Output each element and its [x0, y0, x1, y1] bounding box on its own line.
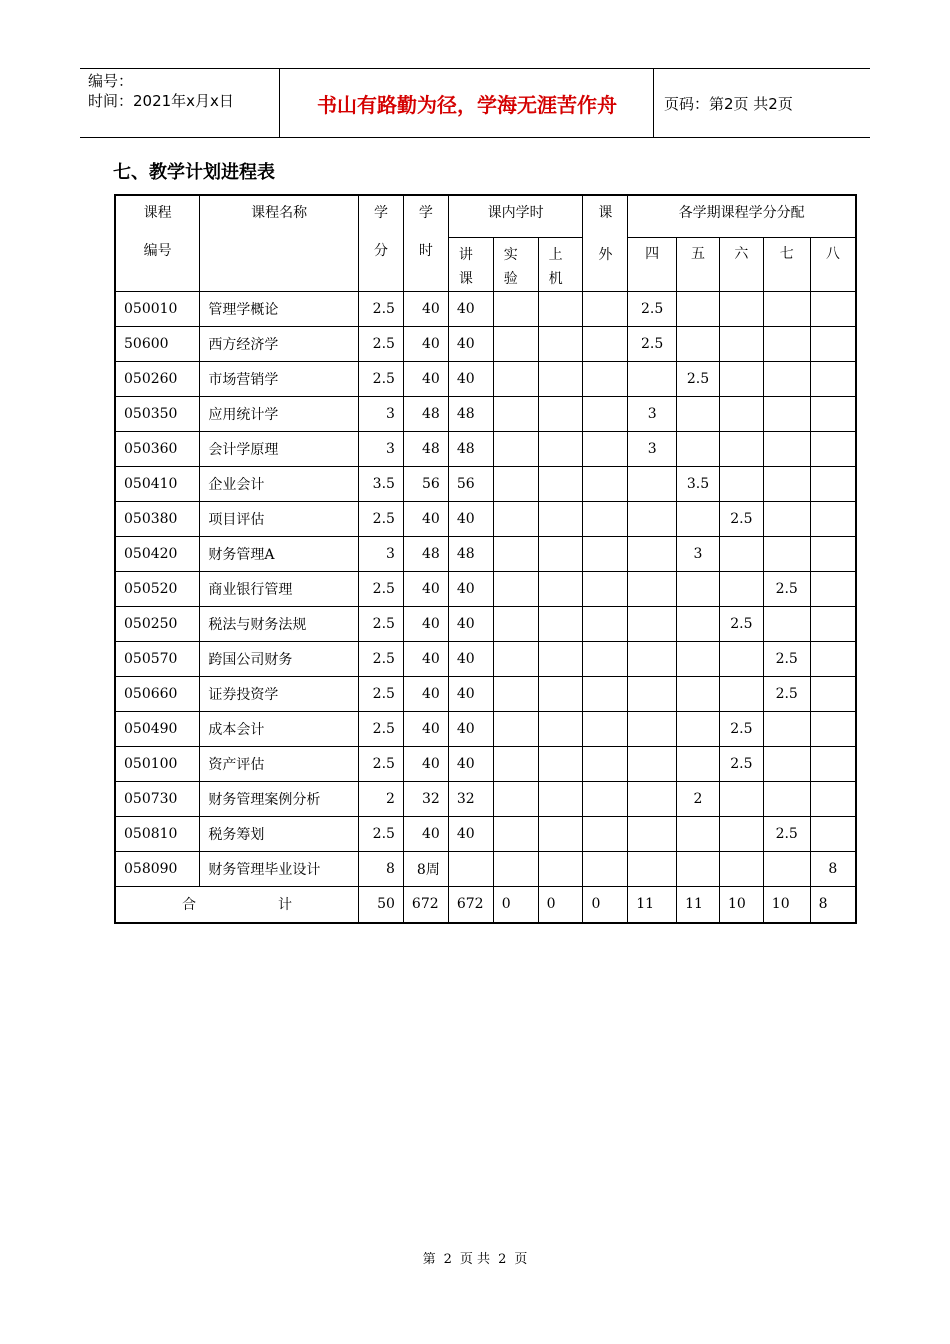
computer-cell [538, 851, 583, 886]
table-row [115, 676, 856, 711]
lab-cell [493, 291, 538, 326]
sem5-cell [677, 606, 720, 641]
sem4-cell: 3 [628, 431, 677, 466]
sem4-cell [628, 816, 677, 851]
extra-cell [583, 536, 628, 571]
sem7-cell [763, 291, 810, 326]
sem4-cell: 2.5 [628, 326, 677, 361]
page-footer [0, 1248, 950, 1267]
table-row [115, 396, 856, 431]
code-cell: 058090 [115, 851, 200, 886]
sem7-cell [763, 396, 810, 431]
lab-cell [493, 396, 538, 431]
hours-cell: 40 [403, 361, 448, 396]
code-cell: 050010 [115, 291, 200, 326]
hours-cell: 56 [403, 466, 448, 501]
total-lecture-cell: 672 [448, 886, 493, 923]
credit-cell: 8 [359, 851, 404, 886]
lecture-cell: 40 [448, 571, 493, 606]
sem6-cell: 2.5 [719, 746, 763, 781]
code-cell: 050570 [115, 641, 200, 676]
total-label-a: 合 [182, 897, 196, 914]
col-code-top: 课程 [143, 205, 172, 221]
extra-cell [583, 711, 628, 746]
computer-cell [538, 361, 583, 396]
sem6-cell [719, 396, 763, 431]
credit-cell: 3.5 [359, 466, 404, 501]
name-cell: 跨国公司财务 [200, 641, 359, 676]
credit-cell: 2.5 [359, 571, 404, 606]
credit-cell: 3 [359, 396, 404, 431]
sem5-cell [677, 816, 720, 851]
table-row [115, 746, 856, 781]
hours-cell: 48 [403, 431, 448, 466]
computer-cell [538, 641, 583, 676]
computer-cell [538, 326, 583, 361]
extra-cell [583, 676, 628, 711]
col-extra-top: 课 [598, 205, 613, 221]
total-label-b: 计 [278, 897, 292, 914]
credit-cell: 3 [359, 431, 404, 466]
sem6-cell: 2.5 [719, 606, 763, 641]
sem6-cell [719, 641, 763, 676]
col-extra-bottom: 外 [598, 247, 613, 263]
sem8-cell [810, 606, 856, 641]
sem4-cell: 2.5 [628, 291, 677, 326]
name-cell: 会计学原理 [200, 431, 359, 466]
sem4-cell [628, 361, 677, 396]
table-body [115, 195, 856, 923]
hours-cell: 32 [403, 781, 448, 816]
table-row [115, 536, 856, 571]
sem8-cell [810, 291, 856, 326]
lecture-cell: 40 [448, 711, 493, 746]
lab-cell [493, 501, 538, 536]
col-code-header [115, 195, 200, 291]
sem4-cell [628, 676, 677, 711]
credit-cell: 2.5 [359, 711, 404, 746]
sem4-cell [628, 571, 677, 606]
extra-cell [583, 816, 628, 851]
sem4-cell [628, 851, 677, 886]
lecture-cell: 40 [448, 501, 493, 536]
credit-cell: 2.5 [359, 326, 404, 361]
credit-cell: 2 [359, 781, 404, 816]
sem7-cell: 2.5 [763, 816, 810, 851]
sem8-cell [810, 396, 856, 431]
name-cell: 税务筹划 [200, 816, 359, 851]
sem6-cell [719, 571, 763, 606]
computer-cell [538, 466, 583, 501]
extra-cell [583, 361, 628, 396]
name-cell: 税法与财务法规 [200, 606, 359, 641]
sem5-cell [677, 396, 720, 431]
sem8-cell: 8 [810, 851, 856, 886]
sem4-cell [628, 466, 677, 501]
name-cell: 资产评估 [200, 746, 359, 781]
sem8-cell [810, 466, 856, 501]
extra-cell [583, 781, 628, 816]
extra-cell [583, 571, 628, 606]
col-sem7-header: 七 [763, 237, 810, 291]
time-label: 时间：2021年x月x日 [88, 92, 234, 110]
lecture-cell: 48 [448, 431, 493, 466]
total-s8-cell: 8 [810, 886, 856, 923]
table-row [115, 291, 856, 326]
lab-cell [493, 851, 538, 886]
credit-cell: 2.5 [359, 676, 404, 711]
sem7-cell [763, 361, 810, 396]
sem7-cell [763, 851, 810, 886]
table-row [115, 711, 856, 746]
col-name-header [200, 195, 359, 291]
name-cell: 财务管理毕业设计 [200, 851, 359, 886]
lab-cell [493, 676, 538, 711]
code-cell: 050100 [115, 746, 200, 781]
extra-cell [583, 466, 628, 501]
extra-cell [583, 851, 628, 886]
sem5-cell: 2 [677, 781, 720, 816]
computer-cell [538, 606, 583, 641]
lab-cell [493, 816, 538, 851]
computer-cell [538, 431, 583, 466]
code-cell: 050810 [115, 816, 200, 851]
credit-cell: 2.5 [359, 746, 404, 781]
total-hours-cell: 672 [403, 886, 448, 923]
total-s5-cell: 11 [677, 886, 720, 923]
extra-cell [583, 291, 628, 326]
col-credit-header [359, 195, 404, 291]
sem5-cell [677, 431, 720, 466]
lecture-cell [448, 851, 493, 886]
sem5-cell [677, 641, 720, 676]
computer-cell [538, 571, 583, 606]
total-extra-cell: 0 [583, 886, 628, 923]
sem5-cell [677, 711, 720, 746]
footer-suffix: 页 [514, 1252, 528, 1267]
hours-cell: 48 [403, 396, 448, 431]
hours-cell: 40 [403, 571, 448, 606]
sem4-cell [628, 606, 677, 641]
code-cell: 050490 [115, 711, 200, 746]
hours-cell: 8周 [403, 851, 448, 886]
extra-cell [583, 396, 628, 431]
lab-cell [493, 711, 538, 746]
sem8-cell [810, 326, 856, 361]
lab-cell [493, 466, 538, 501]
col-semesters-header: 各学期课程学分分配 [628, 195, 856, 237]
table-row [115, 851, 856, 886]
lab-cell [493, 641, 538, 676]
sem7-cell [763, 606, 810, 641]
sem6-cell [719, 291, 763, 326]
lecture-cell: 40 [448, 676, 493, 711]
lecture-cell: 40 [448, 326, 493, 361]
sem5-cell [677, 501, 720, 536]
sem8-cell [810, 711, 856, 746]
lab-cell [493, 361, 538, 396]
sem6-cell [719, 816, 763, 851]
sem7-cell [763, 536, 810, 571]
hours-cell: 40 [403, 291, 448, 326]
col-name-label: 课程名称 [251, 205, 308, 221]
credit-cell: 3 [359, 536, 404, 571]
col-hours-header [403, 195, 448, 291]
total-label [115, 886, 359, 923]
extra-cell [583, 326, 628, 361]
lab-cell [493, 606, 538, 641]
col-credit-top: 学 [373, 205, 388, 221]
lecture-cell: 48 [448, 396, 493, 431]
code-cell: 050260 [115, 361, 200, 396]
name-cell: 成本会计 [200, 711, 359, 746]
sem4-cell [628, 641, 677, 676]
hours-cell: 48 [403, 536, 448, 571]
credit-cell: 2.5 [359, 501, 404, 536]
hours-cell: 40 [403, 326, 448, 361]
computer-cell [538, 746, 583, 781]
computer-cell [538, 816, 583, 851]
sem4-cell [628, 746, 677, 781]
code-cell: 50600 [115, 326, 200, 361]
sem6-cell: 2.5 [719, 711, 763, 746]
sem8-cell [810, 501, 856, 536]
header-motto: 书山有路勤为径，学海无涯苦作舟 [281, 69, 654, 137]
sem5-cell [677, 676, 720, 711]
code-cell: 050660 [115, 676, 200, 711]
lecture-cell: 40 [448, 816, 493, 851]
col-computer-header: 上 机 [538, 237, 583, 291]
col-credit-bottom: 分 [373, 243, 388, 259]
sem4-cell: 3 [628, 396, 677, 431]
sem6-cell [719, 361, 763, 396]
col-hours-bottom: 时 [418, 243, 433, 259]
table-row [115, 606, 856, 641]
col-sem8-header: 八 [810, 237, 856, 291]
name-cell: 市场营销学 [200, 361, 359, 396]
sem5-cell [677, 326, 720, 361]
sem8-cell [810, 676, 856, 711]
lecture-cell: 40 [448, 291, 493, 326]
credit-cell: 2.5 [359, 606, 404, 641]
header-meta [80, 69, 280, 137]
sem5-cell: 3.5 [677, 466, 720, 501]
teaching-plan-table [114, 194, 857, 924]
total-s4-cell: 11 [628, 886, 677, 923]
sem5-cell: 3 [677, 536, 720, 571]
credit-cell: 2.5 [359, 641, 404, 676]
code-cell: 050410 [115, 466, 200, 501]
sem4-cell [628, 536, 677, 571]
total-computer-cell: 0 [538, 886, 583, 923]
name-cell: 西方经济学 [200, 326, 359, 361]
sem7-cell [763, 781, 810, 816]
total-s6-cell: 10 [719, 886, 763, 923]
sem5-cell [677, 746, 720, 781]
extra-cell [583, 641, 628, 676]
computer-cell [538, 291, 583, 326]
footer-prefix: 第 [422, 1252, 436, 1267]
lab-cell [493, 536, 538, 571]
total-credit-cell: 50 [359, 886, 404, 923]
sem8-cell [810, 536, 856, 571]
table-row [115, 431, 856, 466]
sem7-cell [763, 326, 810, 361]
computer-cell [538, 676, 583, 711]
name-cell: 财务管理A [200, 536, 359, 571]
sem6-cell: 2.5 [719, 501, 763, 536]
sem6-cell [719, 676, 763, 711]
lab-cell [493, 781, 538, 816]
computer-cell [538, 501, 583, 536]
col-hours-top: 学 [418, 205, 433, 221]
sem7-cell: 2.5 [763, 676, 810, 711]
lecture-cell: 40 [448, 606, 493, 641]
table-row [115, 781, 856, 816]
name-cell: 财务管理案例分析 [200, 781, 359, 816]
sem5-cell [677, 571, 720, 606]
total-lab-cell: 0 [493, 886, 538, 923]
sem7-cell [763, 431, 810, 466]
code-cell: 050380 [115, 501, 200, 536]
table-row [115, 501, 856, 536]
lecture-cell: 40 [448, 746, 493, 781]
hours-cell: 40 [403, 676, 448, 711]
header-page-label: 页码：第2页 共2页 [664, 94, 793, 113]
footer-mid: 页 共 [459, 1252, 491, 1267]
lab-cell [493, 326, 538, 361]
extra-cell [583, 431, 628, 466]
sem4-cell [628, 501, 677, 536]
table-row [115, 816, 856, 851]
footer-total: 2 [498, 1252, 507, 1267]
sem5-cell [677, 851, 720, 886]
sem8-cell [810, 431, 856, 466]
hours-cell: 40 [403, 816, 448, 851]
computer-cell [538, 536, 583, 571]
name-cell: 项目评估 [200, 501, 359, 536]
table-row [115, 466, 856, 501]
credit-cell: 2.5 [359, 291, 404, 326]
lecture-cell: 40 [448, 641, 493, 676]
lecture-cell: 56 [448, 466, 493, 501]
col-sem6-header: 六 [719, 237, 763, 291]
sem8-cell [810, 781, 856, 816]
col-sem4-header: 四 [628, 237, 677, 291]
sem4-cell [628, 711, 677, 746]
table-row [115, 361, 856, 396]
code-cell: 050730 [115, 781, 200, 816]
sem4-cell [628, 781, 677, 816]
sem5-cell: 2.5 [677, 361, 720, 396]
lab-cell [493, 746, 538, 781]
name-cell: 企业会计 [200, 466, 359, 501]
section-title: 七、教学计划进程表 [113, 162, 275, 183]
code-cell: 050250 [115, 606, 200, 641]
sem6-cell [719, 466, 763, 501]
footer-page: 2 [443, 1252, 452, 1267]
sem7-cell: 2.5 [763, 641, 810, 676]
code-cell: 050520 [115, 571, 200, 606]
code-cell: 050420 [115, 536, 200, 571]
sem8-cell [810, 571, 856, 606]
sem6-cell [719, 536, 763, 571]
hours-cell: 40 [403, 746, 448, 781]
name-cell: 应用统计学 [200, 396, 359, 431]
sem8-cell [810, 746, 856, 781]
sem7-cell: 2.5 [763, 571, 810, 606]
code-cell: 050360 [115, 431, 200, 466]
hours-cell: 40 [403, 641, 448, 676]
total-s7-cell: 10 [763, 886, 810, 923]
sem7-cell [763, 466, 810, 501]
credit-cell: 2.5 [359, 816, 404, 851]
table-row [115, 641, 856, 676]
code-cell: 050350 [115, 396, 200, 431]
lecture-cell: 32 [448, 781, 493, 816]
name-cell: 管理学概论 [200, 291, 359, 326]
col-code-bottom: 编号 [143, 243, 172, 259]
sem6-cell [719, 781, 763, 816]
sem8-cell [810, 361, 856, 396]
lecture-cell: 40 [448, 361, 493, 396]
col-lab-header: 实 验 [493, 237, 538, 291]
col-lecture-header: 讲 课 [448, 237, 493, 291]
table-row [115, 326, 856, 361]
computer-cell [538, 396, 583, 431]
lab-cell [493, 431, 538, 466]
col-inclass-header: 课内学时 [448, 195, 583, 237]
hours-cell: 40 [403, 606, 448, 641]
number-label: 编号： [88, 72, 134, 90]
total-row [115, 886, 856, 923]
credit-cell: 2.5 [359, 361, 404, 396]
sem8-cell [810, 816, 856, 851]
col-extra-header [583, 195, 628, 291]
computer-cell [538, 781, 583, 816]
lab-cell [493, 571, 538, 606]
computer-cell [538, 711, 583, 746]
sem8-cell [810, 641, 856, 676]
document-header [80, 68, 870, 138]
table-row [115, 571, 856, 606]
lecture-cell: 48 [448, 536, 493, 571]
col-sem5-header: 五 [677, 237, 720, 291]
extra-cell [583, 746, 628, 781]
extra-cell [583, 606, 628, 641]
sem6-cell [719, 851, 763, 886]
extra-cell [583, 501, 628, 536]
sem6-cell [719, 431, 763, 466]
hours-cell: 40 [403, 711, 448, 746]
sem7-cell [763, 711, 810, 746]
name-cell: 证券投资学 [200, 676, 359, 711]
header-row-1 [115, 195, 856, 237]
sem7-cell [763, 501, 810, 536]
hours-cell: 40 [403, 501, 448, 536]
sem6-cell [719, 326, 763, 361]
name-cell: 商业银行管理 [200, 571, 359, 606]
sem7-cell [763, 746, 810, 781]
sem5-cell [677, 291, 720, 326]
